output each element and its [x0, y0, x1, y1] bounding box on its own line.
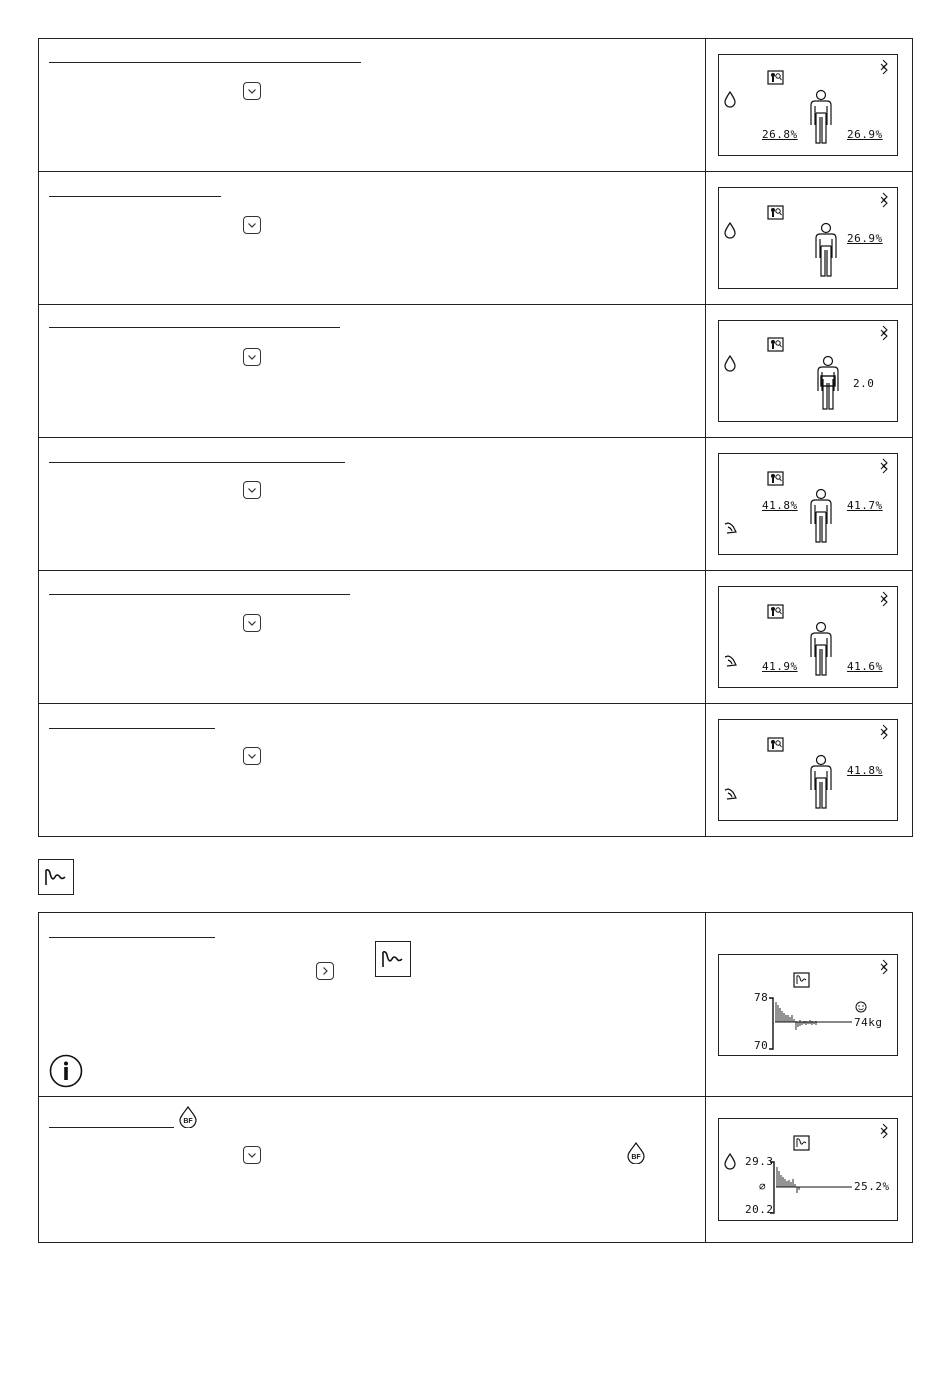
- chevron-down-icon: [244, 83, 260, 99]
- top-value: 29.3: [745, 1155, 774, 1168]
- heading-underline: [49, 327, 340, 328]
- chevron-down-icon: [244, 1147, 260, 1163]
- table-row: [39, 571, 912, 704]
- bluetooth-icon: [881, 459, 887, 473]
- column-divider: [705, 913, 706, 1096]
- min-value: 70: [754, 1039, 769, 1052]
- muscle-icon: [725, 789, 736, 799]
- down-button[interactable]: [243, 481, 261, 499]
- heading-underline: [49, 196, 221, 197]
- body-figure-icon: [811, 756, 831, 809]
- column-divider: [705, 1097, 706, 1242]
- column-divider: [705, 704, 706, 836]
- body-figure-icon: [818, 357, 838, 410]
- bluetooth-icon: [881, 725, 887, 739]
- smiley-icon: [856, 1002, 866, 1012]
- heading-underline: [49, 1127, 174, 1128]
- lcd-display: [718, 586, 898, 688]
- bluetooth-icon: [881, 1124, 887, 1138]
- trend-display-table: [38, 912, 913, 1243]
- bluetooth-icon: [881, 960, 887, 974]
- visceral-fat-reading: 2.0: [853, 377, 875, 390]
- bluetooth-icon: [881, 60, 887, 74]
- column-divider: [705, 39, 706, 171]
- trend-graph-icon: [38, 859, 74, 895]
- down-button[interactable]: [243, 1146, 261, 1164]
- user-profile-icon: [768, 71, 783, 84]
- down-button[interactable]: [243, 82, 261, 100]
- trend-graph-icon: [794, 973, 809, 987]
- chevron-down-icon: [244, 349, 260, 365]
- heading-underline: [49, 462, 345, 463]
- chevron-down-icon: [244, 748, 260, 764]
- table-row: [39, 1097, 912, 1242]
- chevron-down-icon: [244, 482, 260, 498]
- table-row: [39, 39, 912, 172]
- water-drop-icon: [725, 223, 735, 238]
- column-divider: [705, 571, 706, 703]
- table-row: [39, 913, 912, 1097]
- muscle-icon: [725, 523, 736, 533]
- lcd-display: [718, 54, 898, 156]
- average-symbol: ⌀: [759, 1180, 767, 1193]
- body-figure-icon: [816, 224, 836, 277]
- info-icon: [49, 1054, 83, 1088]
- lcd-display: [718, 187, 898, 289]
- water-drop-icon: [725, 92, 735, 107]
- table-row: [39, 172, 912, 305]
- bluetooth-icon: [881, 326, 887, 340]
- bf-label: BF: [631, 1154, 641, 1161]
- right-reading: 41.8%: [847, 764, 883, 777]
- body-figure-icon: [811, 623, 831, 676]
- right-reading: 41.7%: [847, 499, 883, 512]
- max-value: 78: [754, 991, 769, 1004]
- user-profile-icon: [768, 738, 783, 751]
- column-divider: [705, 172, 706, 304]
- table-row: [39, 305, 912, 438]
- body-figure-icon: [811, 490, 831, 543]
- lcd-display: [718, 1118, 898, 1221]
- down-button[interactable]: [243, 747, 261, 765]
- water-drop-icon: [725, 356, 735, 371]
- lcd-display: [718, 320, 898, 422]
- body-figure-icon: [811, 91, 831, 144]
- chevron-down-icon: [244, 217, 260, 233]
- heading-underline: [49, 937, 215, 938]
- left-reading: 26.8%: [762, 128, 798, 141]
- down-button[interactable]: [243, 614, 261, 632]
- chevron-right-icon: [317, 963, 333, 979]
- down-button[interactable]: [243, 348, 261, 366]
- bluetooth-icon: [881, 193, 887, 207]
- column-divider: [705, 305, 706, 437]
- column-divider: [705, 438, 706, 570]
- current-body-fat: 25.2%: [854, 1180, 890, 1193]
- trend-graph-icon: [794, 1136, 809, 1150]
- left-reading: 41.8%: [762, 499, 798, 512]
- user-profile-icon: [768, 605, 783, 618]
- down-button[interactable]: [243, 216, 261, 234]
- lcd-display: [718, 719, 898, 821]
- trend-chart: [770, 1162, 852, 1213]
- table-row: [39, 438, 912, 571]
- trend-chart: [769, 998, 852, 1049]
- heading-underline: [49, 594, 350, 595]
- lcd-display: [718, 954, 898, 1056]
- lcd-display: [718, 453, 898, 555]
- trend-graph-icon: [375, 941, 411, 977]
- bottom-value: 20.2: [745, 1203, 774, 1216]
- user-profile-icon: [768, 338, 783, 351]
- right-reading: 26.9%: [847, 128, 883, 141]
- right-reading: 41.6%: [847, 660, 883, 673]
- current-weight: 74kg: [854, 1016, 883, 1029]
- muscle-icon: [725, 656, 736, 666]
- user-profile-icon: [768, 472, 783, 485]
- left-reading: 41.9%: [762, 660, 798, 673]
- body-fat-drop-icon: [178, 1106, 198, 1128]
- right-reading: 26.9%: [847, 232, 883, 245]
- heading-underline: [49, 728, 215, 729]
- bf-label: BF: [183, 1118, 193, 1125]
- bluetooth-icon: [881, 592, 887, 606]
- table-row: [39, 704, 912, 836]
- user-profile-icon: [768, 206, 783, 219]
- chevron-down-icon: [244, 615, 260, 631]
- right-button[interactable]: [316, 962, 334, 980]
- measurement-display-table: [38, 38, 913, 837]
- heading-underline: [49, 62, 361, 63]
- body-fat-drop-icon: [626, 1142, 646, 1164]
- water-drop-icon: [725, 1154, 735, 1169]
